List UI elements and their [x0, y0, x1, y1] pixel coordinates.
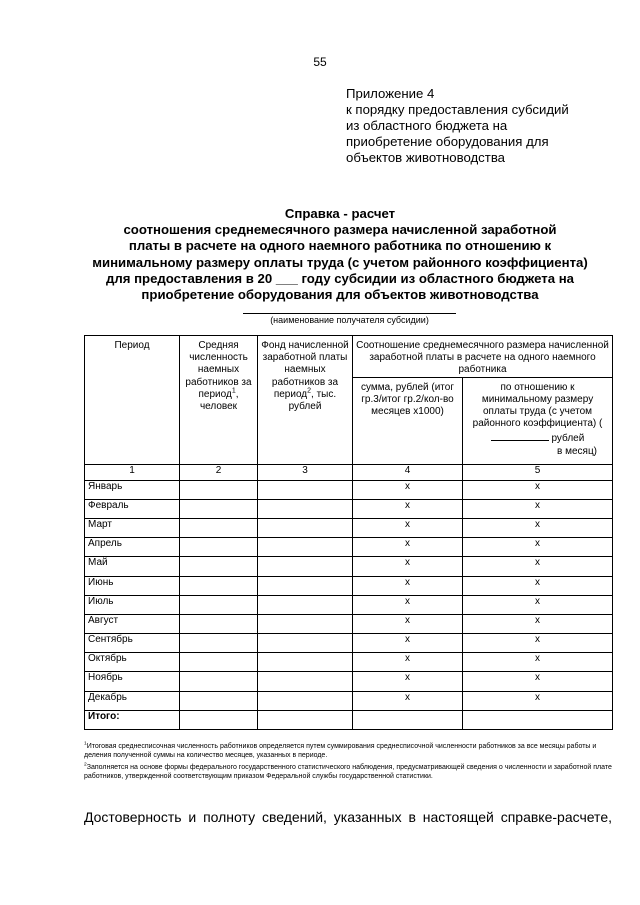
x-cell: x [353, 672, 463, 691]
x-cell: x [353, 518, 463, 537]
empty-cell [180, 653, 258, 672]
empty-cell [180, 518, 258, 537]
column-number: 4 [353, 464, 463, 480]
footnote: $^2$Заполняется на основе формы федерального государственного статистического наблюдения, предусматривающей сведения о численности и заработной плате работников, утвержденной соответствующим приказом Федеральной службы государственной статистики. [84, 762, 612, 781]
empty-cell [258, 653, 353, 672]
total-row [85, 710, 613, 729]
x-cell: x [353, 576, 463, 595]
month-cell: Май [85, 557, 180, 576]
title-line: соотношения среднемесячного размера начисленной заработной [123, 222, 557, 238]
x-cell: x [463, 518, 613, 537]
empty-cell [463, 710, 613, 729]
table-row [85, 653, 613, 672]
table-row [85, 595, 613, 614]
column-number: 1 [85, 464, 180, 480]
empty-cell [180, 576, 258, 595]
table-row [85, 672, 613, 691]
empty-cell [180, 614, 258, 633]
empty-cell [180, 710, 258, 729]
x-cell: x [353, 480, 463, 499]
empty-cell [258, 672, 353, 691]
column-number: 3 [258, 464, 353, 480]
x-cell: x [353, 653, 463, 672]
appendix-line: из областного бюджета на [346, 118, 508, 133]
header-mrot: по отношению к минимальному размеру оплаты труда (с учетом районного коэффициента) ( рублей в месяц) [463, 377, 613, 464]
table-row [85, 614, 613, 633]
empty-cell [353, 710, 463, 729]
total-label: Итого: [85, 710, 180, 729]
x-cell: x [353, 499, 463, 518]
x-cell: x [463, 653, 613, 672]
calculation-table [84, 335, 613, 730]
recipient-caption: (наименование получателя субсидии) [270, 315, 429, 325]
empty-cell [180, 480, 258, 499]
month-cell: Октябрь [85, 653, 180, 672]
title-line: минимальному размеру оплаты труда (с учетом районного коэффициента) [92, 254, 588, 270]
x-cell: x [353, 691, 463, 710]
column-number: 2 [180, 464, 258, 480]
x-cell: x [463, 557, 613, 576]
empty-cell [180, 595, 258, 614]
month-cell: Январь [85, 480, 180, 499]
month-cell: Февраль [85, 499, 180, 518]
table-row [85, 499, 613, 518]
appendix-line: к порядку предоставления субсидий [346, 102, 569, 117]
empty-cell [258, 518, 353, 537]
empty-cell [180, 557, 258, 576]
empty-cell [180, 691, 258, 710]
month-cell: Июнь [85, 576, 180, 595]
table-row [85, 480, 613, 499]
empty-cell [258, 538, 353, 557]
header-fund: Фонд начисленной заработной платы наемных работников за период$^2$, тыс. рублей [258, 336, 353, 465]
appendix-reference [346, 86, 569, 166]
x-cell: x [463, 538, 613, 557]
x-cell: x [463, 480, 613, 499]
table-row [85, 691, 613, 710]
title-line: приобретение оборудования для объектов животноводства [141, 287, 539, 303]
empty-cell [258, 614, 353, 633]
page-number: 55 [313, 55, 327, 69]
x-cell: x [353, 557, 463, 576]
x-cell: x [353, 634, 463, 653]
header-avg-count: Средняя численность наемных работников за период$^1$, человек [180, 336, 258, 465]
empty-cell [258, 576, 353, 595]
table-row [85, 538, 613, 557]
empty-cell [180, 634, 258, 653]
table-row [85, 557, 613, 576]
empty-cell [258, 480, 353, 499]
table-row [85, 518, 613, 537]
header-period: Период [85, 336, 180, 465]
empty-cell [180, 499, 258, 518]
month-cell: Март [85, 518, 180, 537]
x-cell: x [353, 538, 463, 557]
header-sum: сумма, рублей (итог гр.3/итог гр.2/кол-во месяцев x1000) [353, 377, 463, 464]
x-cell: x [463, 595, 613, 614]
table-row [85, 634, 613, 653]
x-cell: x [463, 634, 613, 653]
empty-cell [258, 595, 353, 614]
month-cell: Ноябрь [85, 672, 180, 691]
empty-cell [258, 691, 353, 710]
x-cell: x [353, 614, 463, 633]
document-title [60, 206, 620, 303]
x-cell: x [463, 691, 613, 710]
appendix-line: Приложение 4 [346, 86, 435, 101]
empty-cell [180, 538, 258, 557]
empty-cell [258, 499, 353, 518]
month-cell: Август [85, 614, 180, 633]
table-row [85, 576, 613, 595]
empty-cell [180, 672, 258, 691]
month-cell: Июль [85, 595, 180, 614]
x-cell: x [463, 499, 613, 518]
title-line: платы в расчете на одного наемного работника по отношению к [128, 238, 552, 254]
month-cell: Сентябрь [85, 634, 180, 653]
empty-cell [258, 710, 353, 729]
recipient-name-line [243, 313, 456, 314]
month-cell: Апрель [85, 538, 180, 557]
closing-text: Достоверность и полноту сведений, указанных в настоящей справке-расчете, [84, 809, 612, 825]
header-row [85, 336, 613, 378]
x-cell: x [463, 614, 613, 633]
title-line: для предоставления в 20 ___ году субсидии из областного бюджета на [105, 270, 575, 286]
empty-cell [258, 634, 353, 653]
x-cell: x [353, 595, 463, 614]
mrot-blank-line [491, 430, 549, 441]
month-cell: Декабрь [85, 691, 180, 710]
title-line: Справка - расчет [284, 206, 396, 221]
footnote: $^1$Итоговая среднесписочная численность работников определяется путем суммирования среднесписочной численности работников за все месяцы работы и деления полученной суммы на количество месяцев, указанных в периоде. [84, 741, 597, 760]
footnotes [84, 742, 612, 784]
column-numbers-row [85, 464, 613, 480]
x-cell: x [463, 576, 613, 595]
header-ratio: Соотношение среднемесячного размера начисленной заработной платы в расчете на одного наемного работника [353, 336, 613, 378]
appendix-line: объектов животноводства [346, 150, 506, 165]
empty-cell [258, 557, 353, 576]
column-number: 5 [463, 464, 613, 480]
x-cell: x [463, 672, 613, 691]
appendix-line: приобретение оборудования для [346, 134, 549, 149]
